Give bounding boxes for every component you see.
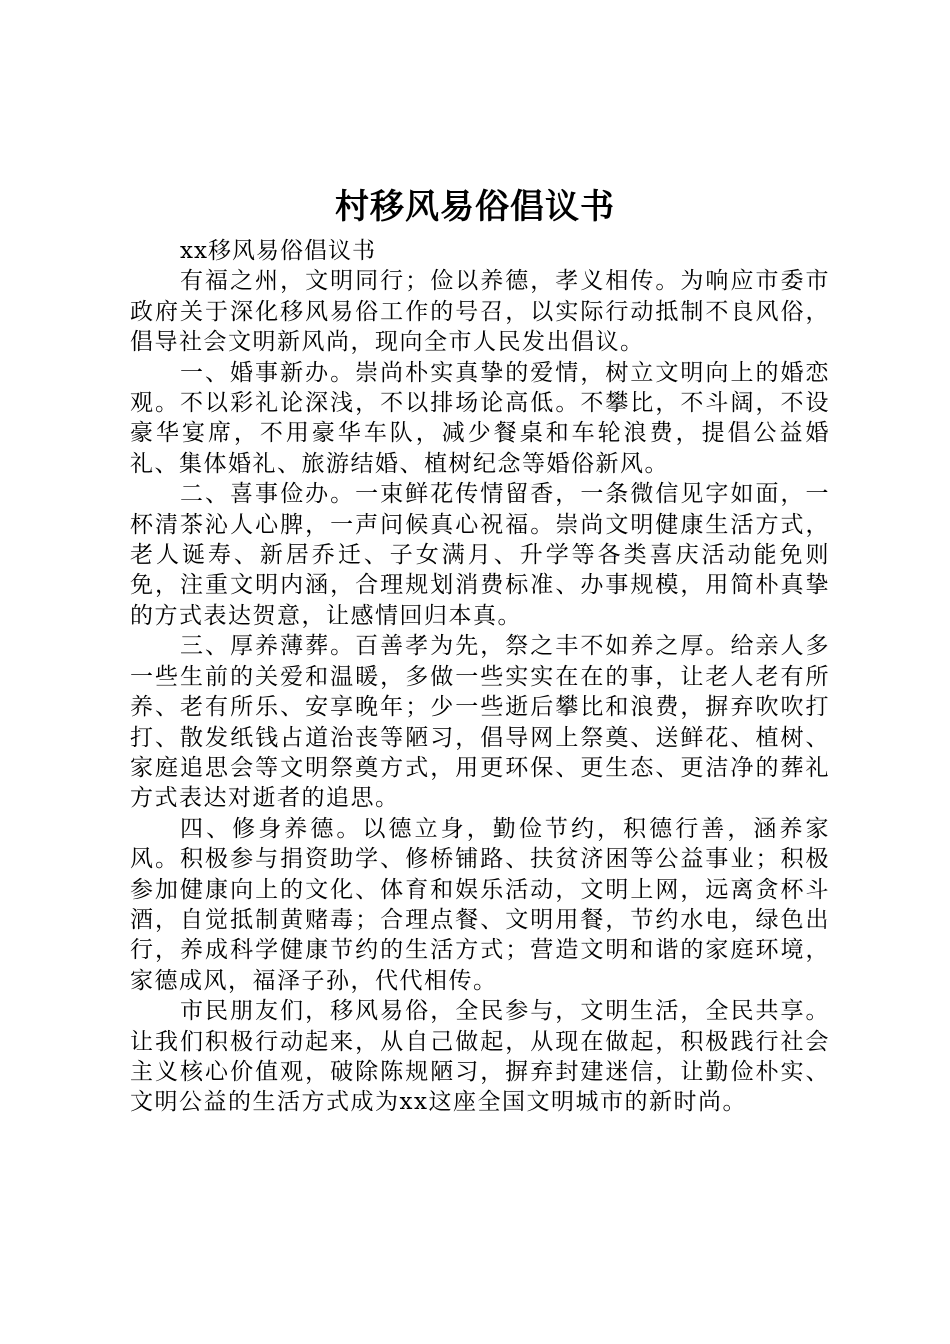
- paragraph-closing: 市民朋友们，移风易俗，全民参与，文明生活，全民共享。让我们积极行动起来，从自己做起，从现在做起，积极践行社会主义核心价值观，破除陈规陋习，摒弃封建迷信，让勤俭朴实、文明公益的生活方式成为xx这座全国文明城市的新时尚。: [130, 998, 830, 1116]
- paragraph-funeral: 三、厚养薄葬。百善孝为先，祭之丰不如养之厚。给亲人多一些生前的关爱和温暖，多做一些实实在在的事，让老人老有所养、老有所乐、安享晚年；少一些逝后攀比和浪费，摒弃吹吹打打、散发纸钱占道治丧等陋习，倡导网上祭奠、送鲜花、植树、家庭追思会等文明祭奠方式，用更环保、更生态、更洁净的葬礼方式表达对逝者的追思。: [130, 633, 830, 812]
- paragraph-wedding: 一、婚事新办。崇尚朴实真挚的爱情，树立文明向上的婚恋观。不以彩礼论深浅，不以排场论高低。不攀比，不斗阔，不设豪华宴席，不用豪华车队，减少餐桌和车轮浪费，提倡公益婚礼、集体婚礼、旅游结婚、植树纪念等婚俗新风。: [130, 359, 830, 477]
- paragraph-intro: 有福之州，文明同行；俭以养德，孝义相传。为响应市委市政府关于深化移风易俗工作的号召，以实际行动抵制不良风俗，倡导社会文明新风尚，现向全市人民发出倡议。: [130, 268, 830, 356]
- document-title: 村移风易俗倡议书: [335, 187, 615, 227]
- document-body: [130, 236, 830, 1118]
- paragraph-celebration: 二、喜事俭办。一束鲜花传情留香，一条微信见字如面，一杯清茶沁人心脾，一声问候真心祝福。崇尚文明健康生活方式，老人诞寿、新居乔迁、子女满月、升学等各类喜庆活动能免则免，注重文明内涵，合理规划消费标准、办事规模，用简朴真挚的方式表达贺意，让感情回归本真。: [130, 481, 830, 629]
- paragraph-virtue: 四、修身养德。以德立身，勤俭节约，积德行善，涵养家风。积极参与捐资助学、修桥铺路、扶贫济困等公益事业；积极参加健康向上的文化、体育和娱乐活动，文明上网，远离贪杯斗酒，自觉抵制黄赌毒；合理点餐、文明用餐，节约水电，绿色出行，养成科学健康节约的生活方式；营造文明和谐的家庭环境，家德成风，福泽子孙，代代相传。: [130, 815, 830, 994]
- document-subtitle: xx移风易俗倡议书: [180, 238, 376, 264]
